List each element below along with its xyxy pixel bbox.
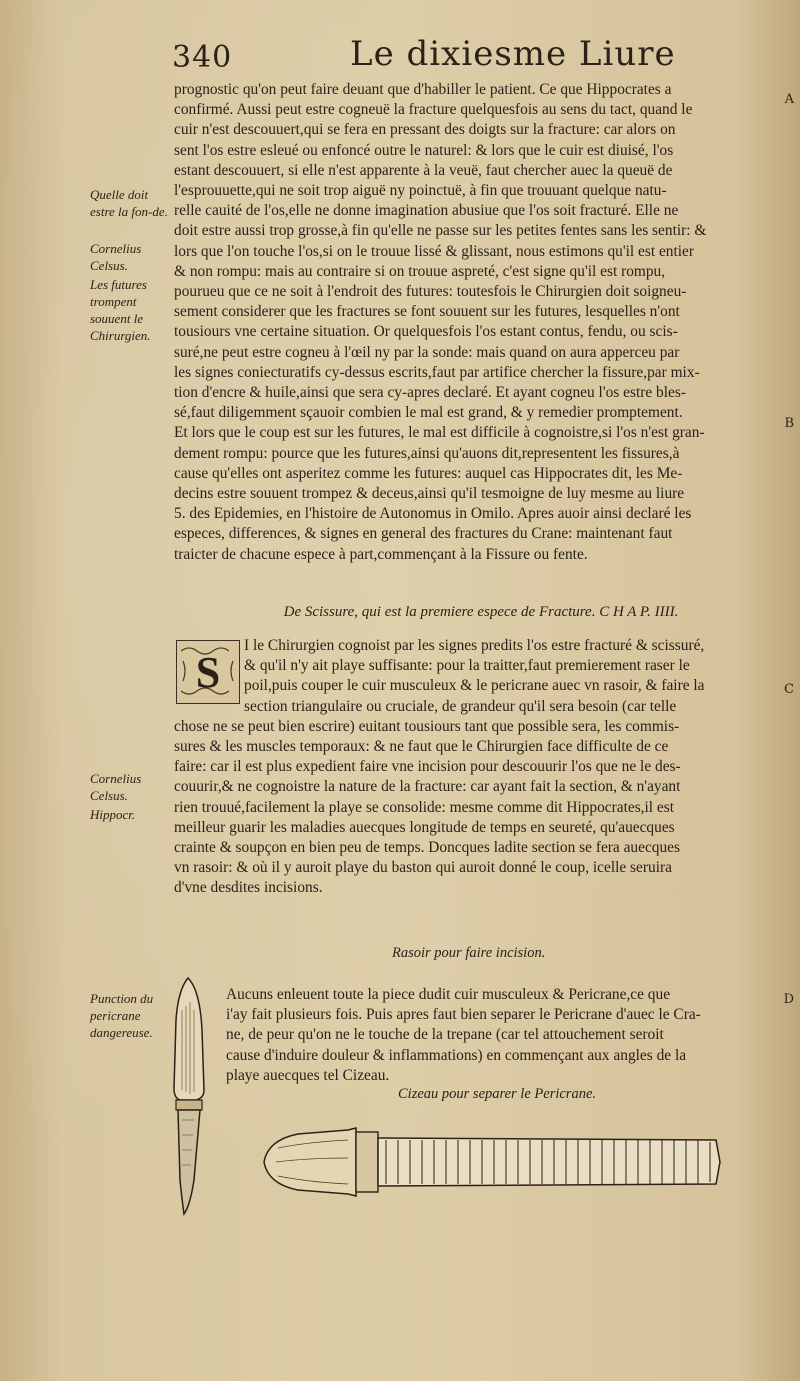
text-line: ne, de peur qu'on ne le touche de la trepane (car tel attouchement seroit	[226, 1026, 664, 1044]
text-line: l'esprouuette,qui ne soit trop aiguë ny poinctuë, à fin que trouuant quelque natu-	[174, 182, 667, 200]
text-line: Et lors que le coup est sur les futures, le mal est difficile à cognoistre,si l'os n'est gran-	[174, 424, 705, 442]
text-line: 5. des Epidemies, en l'histoire de Autonomus in Omilo. Apres auoir ainsi declaré les	[174, 505, 692, 523]
text-line: faire: car il est plus expedient faire vne incision pour descouurir l'os que ne le des-	[174, 758, 681, 776]
body-paragraph-1	[174, 80, 788, 565]
text-line: cause d'induire douleur & inflammations) en commençant aux angles de la	[226, 1046, 687, 1064]
text-line: relle cauité de l'os,elle ne donne imagination abusiue que l'os soit fracturé. Elle ne	[174, 202, 679, 220]
text-line: confirmé. Aussi peut estre cogneuë la fracture quelquesfois au sens du tact, quand le	[174, 101, 693, 119]
side-letter-a: A	[784, 92, 794, 107]
text-line: vn rasoir: & où il y auroit playe du baston qui auroit donné le coup, icelle seruira	[174, 859, 672, 877]
chapter-heading: De Scissure, qui est la premiere espece de Fracture. C H A P. IIII.	[283, 604, 679, 620]
running-title: Le dixiesme Liure	[350, 34, 676, 74]
caption-cizeau: Cizeau pour separer le Pericrane.	[398, 1086, 597, 1102]
margin-note-hippocr	[90, 806, 172, 823]
svg-text:S: S	[195, 648, 221, 697]
text-line: cause qu'elles ont asperitez comme les futures: auquel cas Hippocrates dit, les Me-	[174, 464, 683, 482]
text-line: crainte & soupçon en bien peu de temps. Doncques ladite section se fera auecques	[174, 839, 680, 857]
text-line: sures & les muscles temporaux: & ne faut que le Chirurgien face difficulte de ce	[174, 738, 669, 756]
text-line: rien trouué,facilement la playe se consolide: mesme comme dit Hippocrates,il est	[174, 798, 675, 816]
margin-note-celsus-1	[90, 240, 172, 274]
text-line: playe auecques tel Cizeau.	[226, 1066, 390, 1084]
side-letter-d: D	[783, 992, 794, 1007]
margin-note-text: Cornelius Celsus.	[90, 771, 142, 803]
text-line: d'vne desdites incisions.	[174, 879, 323, 897]
text-line: section triangulaire ou cruciale, de grandeur qu'il sera besoin (car telle	[244, 697, 677, 715]
text-line: doit estre aussi trop grosse,à fin qu'elle ne passe sur les petites fentes sans les sentir: &	[174, 222, 707, 240]
text-line: estant descouuert, si elle n'est apparente à la veuë, faut chercher auec la queuë de	[174, 161, 673, 179]
text-line: Aucuns enleuent toute la piece dudit cuir musculeux & Pericrane,ce que	[226, 986, 671, 1003]
text-line: pourueu que ce ne soit à l'endroit des futures: toutesfois le Chirurgien doit soigneu-	[174, 283, 687, 301]
rasoir-illustration	[160, 970, 220, 1220]
text-line: lors que l'on touche l'os,si on le trouue lissé & glissant, nous estimons qu'il est entier	[174, 242, 695, 260]
text-line: poil,puis couper le cuir musculeux & le pericrane auec vn rasoir, & faire la	[244, 677, 705, 695]
side-letter-c: C	[784, 682, 794, 697]
text-line: cuir n'est descouuert,qui se fera en pressant des doigts sur la fracture: car alors on	[174, 121, 676, 139]
text-line: chose ne se peut bien escrire) euitant tousiours tant que possible sera, les commis-	[174, 717, 680, 735]
margin-note-text: Punction du pericrane dangereuse.	[90, 991, 154, 1040]
text-line: & non rompu: mais au contraire si on trouue aspreté, c'est signe qu'il est rompu,	[174, 262, 666, 280]
chisel-icon	[258, 1118, 726, 1206]
margin-note-celsus-2	[90, 770, 172, 804]
text-line: les signes coniecturatifs cy-dessus escrits,faut par artifice chercher la fissure,par mix-	[174, 363, 700, 381]
text-line: i'ay fait plusieurs fois. Puis apres faut bien separer le Pericrane d'auec le Cra-	[226, 1006, 701, 1024]
text-line: suré,ne peut estre cogneu à l'œil ny par la sonde: mais quand on aura apperceu par	[174, 343, 680, 361]
razor-icon	[160, 970, 220, 1220]
caption-rasoir: Rasoir pour faire incision.	[392, 945, 546, 961]
text-line: couurir,& ne cognoistre la nature de la fracture: car ayant fait la section, & n'ayant	[174, 778, 681, 796]
margin-note-text: Cornelius Celsus.	[90, 241, 142, 273]
margin-note-text: Quelle doit estre la fon-de.	[90, 187, 168, 219]
page-number: 340	[172, 40, 233, 75]
margin-note-text: Les futures trompent souuent le Chirurgien.	[90, 277, 151, 343]
text-line: sent l'os estre esleué ou enfoncé outre le naturel: & lors que le cuir est diuisé, l'os	[174, 141, 674, 159]
text-line: dement rompu: pource que les futures,ainsi qu'auons dit,representent les fissures,à	[174, 444, 680, 462]
cizeau-illustration	[258, 1118, 726, 1206]
text-line: prognostic qu'on peut faire deuant que d'habiller le patient. Ce que Hippocrates a	[174, 81, 672, 98]
text-line: decins estre souuent trompez & deceus,ainsi qu'il tesmoigne de luy mesme au liure	[174, 485, 685, 503]
side-letter-b: B	[784, 416, 794, 431]
text-line: especes, differences, & signes en general des fractures du Crane: maintenant faut	[174, 525, 673, 543]
text-line: tion d'encre & huile,ainsi que sera cy-apres declaré. Et ayant cogneu l'os estre bles-	[174, 384, 686, 402]
margin-note-futures	[90, 276, 172, 344]
text-line: traicter de chacune espece à part,commençant à la Fissure ou fente.	[174, 545, 588, 563]
text-line: I le Chirurgien cognoist par les signes predits l'os estre fracturé & scissuré,	[244, 637, 705, 654]
margin-note-text: Hippocr.	[90, 807, 136, 822]
text-line: sement considerer que les fractures se font souuent sur les futures, lesquelles n'ont	[174, 303, 680, 321]
body-paragraph-3	[226, 985, 786, 1086]
text-line: tousiours vne certaine situation. Or quelquesfois l'os estant contus, fendu, ou scis-	[174, 323, 678, 341]
page-header	[0, 30, 800, 80]
text-line: & qu'il n'y ait playe suffisante: pour la traitter,faut premierement raser le	[244, 657, 690, 675]
text-line: sé,faut diligemment sçauoir combien le mal est grand, & y remedier promptement.	[174, 404, 683, 422]
margin-note-sonde	[90, 186, 172, 220]
text-line: meilleur guarir les maladies auecques longitude de temps en seureté, qu'auecques	[174, 818, 675, 836]
body-paragraph-2	[174, 636, 788, 899]
